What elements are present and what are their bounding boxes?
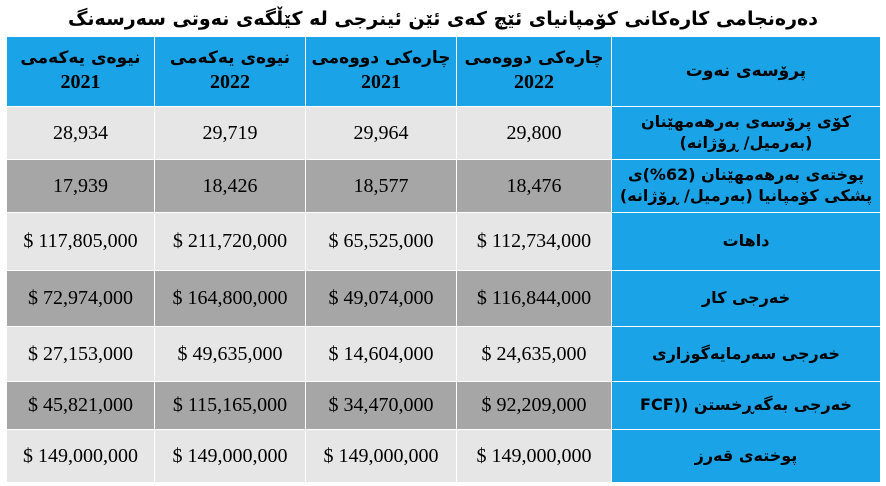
table-cell: 18,476 [457, 160, 612, 213]
table-cell: $ 112,734,000 [457, 213, 612, 271]
table-cell: $ 24,635,000 [457, 327, 612, 382]
table-cell: $ 149,000,000 [457, 430, 612, 483]
row-label: خەرجی بەگەڕخستن ((FCF [612, 382, 881, 430]
table-cell: $ 72,974,000 [7, 271, 155, 327]
table-cell: $ 115,165,000 [155, 382, 306, 430]
table-cell: $ 149,000,000 [155, 430, 306, 483]
column-header-q2-2021: چارەکی دووەمی 2021 [306, 37, 457, 107]
table-cell: $ 211,720,000 [155, 213, 306, 271]
column-header-oil-process: پرۆسەی نەوت [612, 37, 881, 107]
table-cell: $ 49,635,000 [155, 327, 306, 382]
table-row [7, 327, 881, 382]
table-cell: 18,426 [155, 160, 306, 213]
table-cell: $ 49,074,000 [306, 271, 457, 327]
table-cell: $ 45,821,000 [7, 382, 155, 430]
table-cell: $ 149,000,000 [7, 430, 155, 483]
row-label: داهات [612, 213, 881, 271]
table-cell: $ 27,153,000 [7, 327, 155, 382]
row-label: کۆی پرۆسەی بەرهەمهێنان (بەرمیل/ ڕۆژانە) [612, 107, 881, 160]
table-cell: 29,719 [155, 107, 306, 160]
financial-results-table [6, 36, 881, 483]
table-row [7, 107, 881, 160]
table-header-row [7, 37, 881, 107]
column-header-q2-2022: چارەکی دووەمی 2022 [457, 37, 612, 107]
table-cell: 29,800 [457, 107, 612, 160]
column-header-h1-2021: نیوەی یەکەمی 2021 [7, 37, 155, 107]
table-cell: 17,939 [7, 160, 155, 213]
table-cell: $ 92,209,000 [457, 382, 612, 430]
table-cell: $ 149,000,000 [306, 430, 457, 483]
row-label: پوختەی قەرز [612, 430, 881, 483]
table-title: دەرەنجامی کارەکانی کۆمپانیای ئێچ کەی ئێن ئینرجی لە کێڵگەی نەوتی سەرسەنگ [67, 8, 819, 30]
table-row [7, 160, 881, 213]
table-cell: $ 14,604,000 [306, 327, 457, 382]
table-cell: $ 117,805,000 [7, 213, 155, 271]
table-cell: $ 116,844,000 [457, 271, 612, 327]
row-label: خەرجی سەرمایەگوزاری [612, 327, 881, 382]
table-cell: $ 34,470,000 [306, 382, 457, 430]
table-cell: 18,577 [306, 160, 457, 213]
column-header-h1-2022: نیوەی یەکەمی 2022 [155, 37, 306, 107]
table-row [7, 430, 881, 483]
table-row [7, 382, 881, 430]
table-cell: 29,964 [306, 107, 457, 160]
row-label: پوختەی بەرهەمهێنان (62%)ی پشکی کۆمپانیا (بەرمیل/ ڕۆژانە) [612, 160, 881, 213]
table-row [7, 213, 881, 271]
table-cell: $ 164,800,000 [155, 271, 306, 327]
row-label: خەرجی کار [612, 271, 881, 327]
table-cell: $ 65,525,000 [306, 213, 457, 271]
table-row [7, 271, 881, 327]
table-cell: 28,934 [7, 107, 155, 160]
